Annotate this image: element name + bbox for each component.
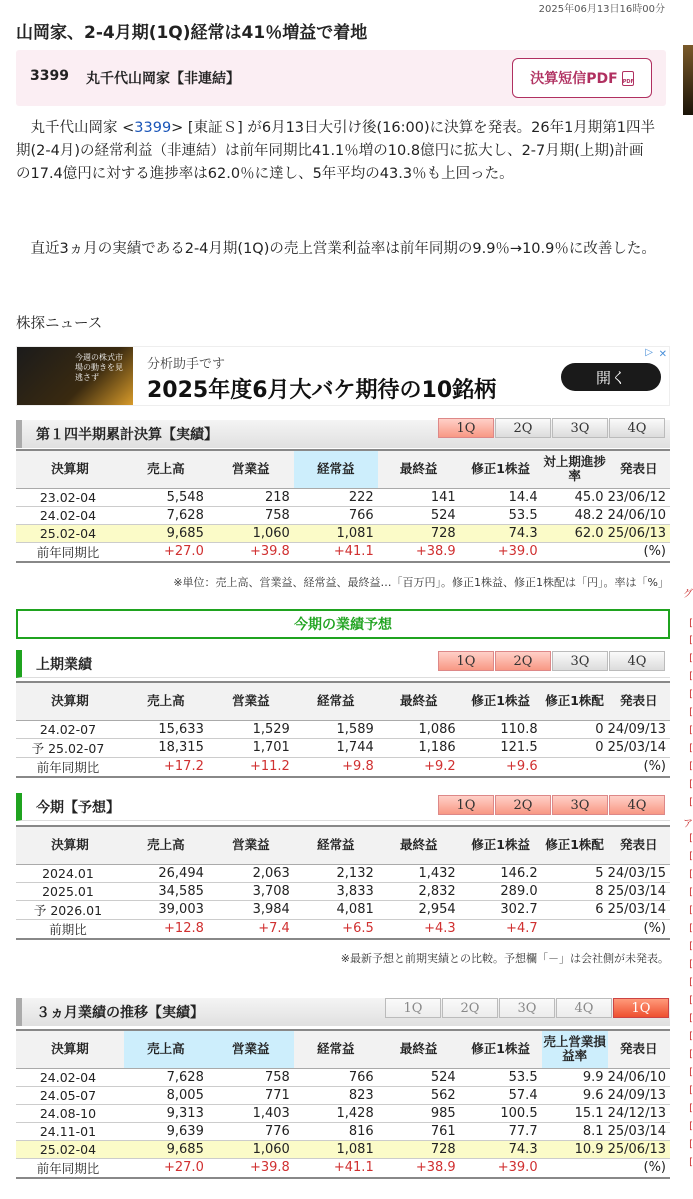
sidebar-fragment: [ (689, 833, 693, 844)
tab-1q[interactable]: 1Q (438, 418, 494, 438)
col-header: 修正1株益 (460, 450, 542, 488)
col-header: 最終益 (378, 826, 460, 864)
article-paragraph-1: 丸千代山岡家 <3399> [東証Ｓ] が6月13日大引け後(16:00)に決算を発表。26年1月期第1四半期(2-4月)の経常利益（非連結）は前年同期比41.1％増の10.8億円に拡大し、2-7月期(上期)計画の17.4億円に対する進捗率は62.0％に達し、5年平均の43.3％も上回った。 (16, 120, 656, 182)
sidebar-fragment: [ (689, 653, 693, 664)
table-row: 24.11-01 9,639 776 816 761 77.7 8.1 25/03/14 (16, 1122, 670, 1140)
table-row-compare: 前年同期比 +27.0 +39.8 +41.1 +38.9 +39.0 (%) (16, 1158, 670, 1178)
sidebar-fragment: [ (689, 995, 693, 1006)
table-row: 予 25.02-07 18,315 1,701 1,744 1,186 121.5 0 25/03/14 (16, 738, 670, 757)
col-header: 経常益 (294, 1030, 378, 1068)
pdf-icon: PDF (622, 71, 634, 86)
col-header: 売上高 (124, 682, 208, 720)
col-header: 売上高 (124, 450, 208, 488)
stock-name: 丸千代山岡家【非連結】 (86, 71, 240, 87)
col-header: 最終益 (378, 682, 460, 720)
sidebar-fragment: [ (689, 869, 693, 880)
col-header: 決算期 (16, 1030, 124, 1068)
pdf-button[interactable] (512, 58, 652, 98)
sidebar-fragment: [ (689, 1049, 693, 1060)
sidebar-fragment: [ (689, 689, 693, 700)
col-header: 決算期 (16, 682, 124, 720)
section-title-1q-results: 第１四半期累計決算【実績】 (16, 420, 670, 448)
tab-1q[interactable]: 1Q (385, 998, 441, 1018)
tab-1q[interactable]: 1Q (438, 651, 494, 671)
table-row: 24.08-10 9,313 1,403 1,428 985 100.5 15.1 24/12/13 (16, 1104, 670, 1122)
col-header: 経常益 (294, 826, 378, 864)
sidebar-fragment: [ (689, 941, 693, 952)
col-header: 修正1株益 (460, 682, 542, 720)
stock-header (16, 50, 666, 106)
tab-3q[interactable]: 3Q (552, 795, 608, 815)
table-row-compare: 前期比 +12.8 +7.4 +6.5 +4.3 +4.7 (%) (16, 919, 670, 939)
col-header: 最終益 (378, 450, 460, 488)
sidebar-fragment: [ (689, 671, 693, 682)
col-header: 売上高 (124, 1030, 208, 1068)
sidebar-fragment: [ (689, 761, 693, 772)
col-header: 発表日 (608, 826, 670, 864)
sidebar-fragment: [ (689, 959, 693, 970)
table-row: 予 2026.01 39,003 3,984 4,081 2,954 302.7 6 25/03/14 (16, 900, 670, 919)
forecast-banner: 今期の業績予想 (16, 609, 670, 639)
col-header: 修正1株益 (460, 1030, 542, 1068)
table-row: 24.05-07 8,005 771 823 562 57.4 9.6 24/09/13 (16, 1086, 670, 1104)
col-header: 決算期 (16, 826, 124, 864)
ad-close-icon[interactable]: ✕ (658, 349, 667, 360)
ad-choices-icon[interactable]: ▷ (645, 347, 653, 358)
tab-4q[interactable]: 4Q (556, 998, 612, 1018)
timestamp: 2025年06月13日16時00分 (538, 4, 665, 15)
col-header: 営業益 (208, 1030, 294, 1068)
sidebar-fragment: [ (689, 635, 693, 646)
sidebar-fragment: [ (689, 779, 693, 790)
tab-2q[interactable]: 2Q (495, 418, 551, 438)
sidebar-fragment: [ (689, 1157, 693, 1168)
section-title-h1: 上期業績 (16, 650, 670, 678)
quarter-tabs-2 (438, 651, 665, 671)
col-header: 営業益 (208, 450, 294, 488)
tab-2q[interactable]: 2Q (442, 998, 498, 1018)
col-header: 発表日 (608, 1030, 670, 1068)
sidebar-fragment: グ (683, 589, 693, 600)
col-header: 修正1株益 (460, 826, 542, 864)
sidebar-fragment: [ (689, 851, 693, 862)
article-paragraph-2: 直近3ヵ月の実績である2-4月期(1Q)の売上営業利益率は前年同期の9.9％→10.9％に改善した。 (30, 241, 656, 257)
table-row: 25.02-04 9,685 1,060 1,081 728 74.3 62.0 25/06/13 (16, 524, 670, 542)
sidebar-fragment: [ (689, 977, 693, 988)
table-row-compare: 前年同期比 +17.2 +11.2 +9.8 +9.2 +9.6 (%) (16, 757, 670, 777)
sidebar-fragment: [ (689, 725, 693, 736)
col-header: 営業益 (208, 826, 294, 864)
col-header: 売上営業損益率 (542, 1030, 608, 1068)
table-3month (16, 1029, 670, 1179)
sidebar-fragment: [ (689, 797, 693, 808)
col-header: 決算期 (16, 450, 124, 488)
sidebar-fragment: [ (689, 743, 693, 754)
quarter-tabs-3 (438, 795, 665, 815)
sidebar-fragment: [ (689, 707, 693, 718)
tab-2q[interactable]: 2Q (495, 795, 551, 815)
tab-4q[interactable]: 4Q (609, 418, 665, 438)
col-header: 発表日 (608, 682, 670, 720)
col-header: 営業益 (208, 682, 294, 720)
table-full-year (16, 825, 670, 940)
ad-banner[interactable] (16, 346, 670, 406)
pdf-button-label: 決算短信PDF (530, 71, 618, 87)
tab-3q[interactable]: 3Q (499, 998, 555, 1018)
ad-subtitle: 分析助手です (147, 357, 226, 372)
col-header: 最終益 (378, 1030, 460, 1068)
table-row: 24.02-07 15,633 1,529 1,589 1,086 110.8 0 24/09/13 (16, 720, 670, 738)
sidebar-fragment: [ (689, 887, 693, 898)
tab-1q-current[interactable]: 1Q (613, 998, 669, 1018)
tab-1q[interactable]: 1Q (438, 795, 494, 815)
tab-3q[interactable]: 3Q (552, 651, 608, 671)
table-1q-results (16, 449, 670, 563)
ad-image: 今週の株式市場の動きを見逃さず (17, 347, 133, 405)
tab-3q[interactable]: 3Q (552, 418, 608, 438)
stock-code-link[interactable]: 3399 (134, 120, 172, 136)
quarter-tabs-4 (385, 998, 669, 1018)
table-h1-results (16, 681, 670, 778)
unit-note: ※単位：売上高、営業益、経常益、最終益…「百万円」。修正1株益、修正1株配は「円」。率は「%」 (173, 576, 669, 589)
table-row: 23.02-04 5,548 218 222 141 14.4 45.0 23/06/12 (16, 488, 670, 506)
col-header: 売上高 (124, 826, 208, 864)
sidebar-fragment: [ (689, 1103, 693, 1114)
side-banner-image[interactable] (683, 45, 693, 115)
sidebar-fragment: [ (689, 905, 693, 916)
quarter-tabs-1 (438, 418, 665, 438)
stock-code: 3399 (30, 68, 69, 84)
tab-2q[interactable]: 2Q (495, 651, 551, 671)
col-header: 経常益 (294, 450, 378, 488)
section-title-full-year: 今期【予想】 (16, 793, 670, 821)
sidebar-fragment: [ (689, 1067, 693, 1078)
col-header: 発表日 (608, 450, 670, 488)
sidebar-fragment: [ (689, 923, 693, 934)
table-row: 2024.01 26,494 2,063 2,132 1,432 146.2 5 24/03/15 (16, 864, 670, 882)
table-row: 25.02-04 9,685 1,060 1,081 728 74.3 10.9 25/06/13 (16, 1140, 670, 1158)
ad-open-button[interactable]: 開く (561, 363, 661, 391)
col-header: 修正1株配 (542, 682, 608, 720)
table-row-compare: 前年同期比 +27.0 +39.8 +41.1 +38.9 +39.0 (%) (16, 542, 670, 562)
sidebar-fragment: [ (689, 1013, 693, 1024)
sidebar-fragment: [ (689, 1139, 693, 1150)
col-header: 修正1株配 (542, 826, 608, 864)
col-header: 経常益 (294, 682, 378, 720)
page-title: 山岡家、2-4月期(1Q)経常は41％増益で着地 (16, 23, 368, 43)
sidebar-fragment: [ (689, 1085, 693, 1096)
col-header: 対上期進捗率 (542, 450, 608, 488)
table-row: 2025.01 34,585 3,708 3,833 2,832 289.0 8 25/03/14 (16, 882, 670, 900)
sidebar-fragment: [ (689, 618, 693, 629)
ad-title: 2025年度6月大バケ期待の10銘柄 (147, 378, 497, 403)
table-row: 24.02-04 7,628 758 766 524 53.5 48.2 24/06/10 (16, 506, 670, 524)
sidebar-fragment: [ (689, 1031, 693, 1042)
news-source: 株探ニュース (16, 316, 103, 332)
sidebar-fragment: [ (689, 1121, 693, 1132)
tab-4q[interactable]: 4Q (609, 795, 665, 815)
tab-4q[interactable]: 4Q (609, 651, 665, 671)
section-title-3month: ３ヵ月業績の推移【実績】 (16, 998, 670, 1026)
forecast-note: ※最新予想と前期実績との比較。予想欄「－」は会社側が未発表。 (340, 952, 669, 965)
table-row: 24.02-04 7,628 758 766 524 53.5 9.9 24/06/10 (16, 1068, 670, 1086)
sidebar-fragment: ア (683, 819, 693, 830)
